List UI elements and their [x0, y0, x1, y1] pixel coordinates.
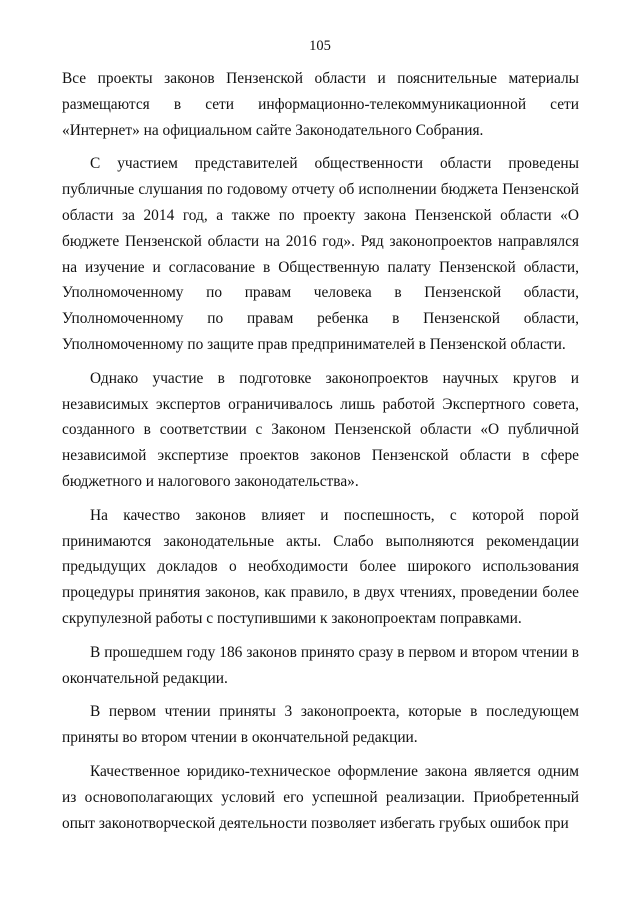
- paragraph-6: В первом чтении приняты 3 законопроекта, которые в последующем приняты во втором чтении в окончательной редакции.: [62, 703, 579, 747]
- page-number: 105: [309, 38, 331, 54]
- paragraph-4: На качество законов влияет и поспешность, с которой порой принимаются законодательные акты. Слабо выполняются рекомендации предыдущих докладов о необходимости более широкого использования процедуры принятия законов, как правило, в двух чтениях, проведении более скрупулезной работы с поступившими к законопроектам поправками.: [62, 506, 579, 627]
- paragraph-1: Все проекты законов Пензенской области и пояснительные материалы размещаются в сети информационно-телекоммуникационной сети «Интернет» на официальном сайте Законодательного Собрания.: [62, 70, 579, 139]
- paragraph-2: С участием представителей общественности области проведены публичные слушания по годовому отчету об исполнении бюджета Пензенской области за 2014 год, а также по проекту закона Пензенской области «О бюджете Пензенской области на 2016 год». Ряд законопроектов направлялся на изучение и согласование в Общественную палату Пензенской области, Уполномоченному по правам человека в Пензенской области, Уполномоченному по правам ребенка в Пензенской области, Уполномоченному по защите прав предпринимателей в Пензенской области.: [62, 155, 579, 353]
- paragraph-3: Однако участие в подготовке законопроектов научных кругов и независимых экспертов ограничивалось лишь работой Экспертного совета, созданного в соответствии с Законом Пензенской области «О публичной независимой экспертизе проектов законов Пензенской области в сфере бюджетного и налогового законодательства».: [62, 369, 579, 490]
- paragraph-7: Качественное юридико-техническое оформление закона является одним из основополагающих условий его успешной реализации. Приобретенный опыт законотворческой деятельности позволяет избегать грубых ошибок при: [62, 762, 579, 832]
- paragraph-5: В прошедшем году 186 законов принято сразу в первом и втором чтении в окончательной редакции.: [62, 643, 579, 687]
- document-body: [62, 66, 579, 844]
